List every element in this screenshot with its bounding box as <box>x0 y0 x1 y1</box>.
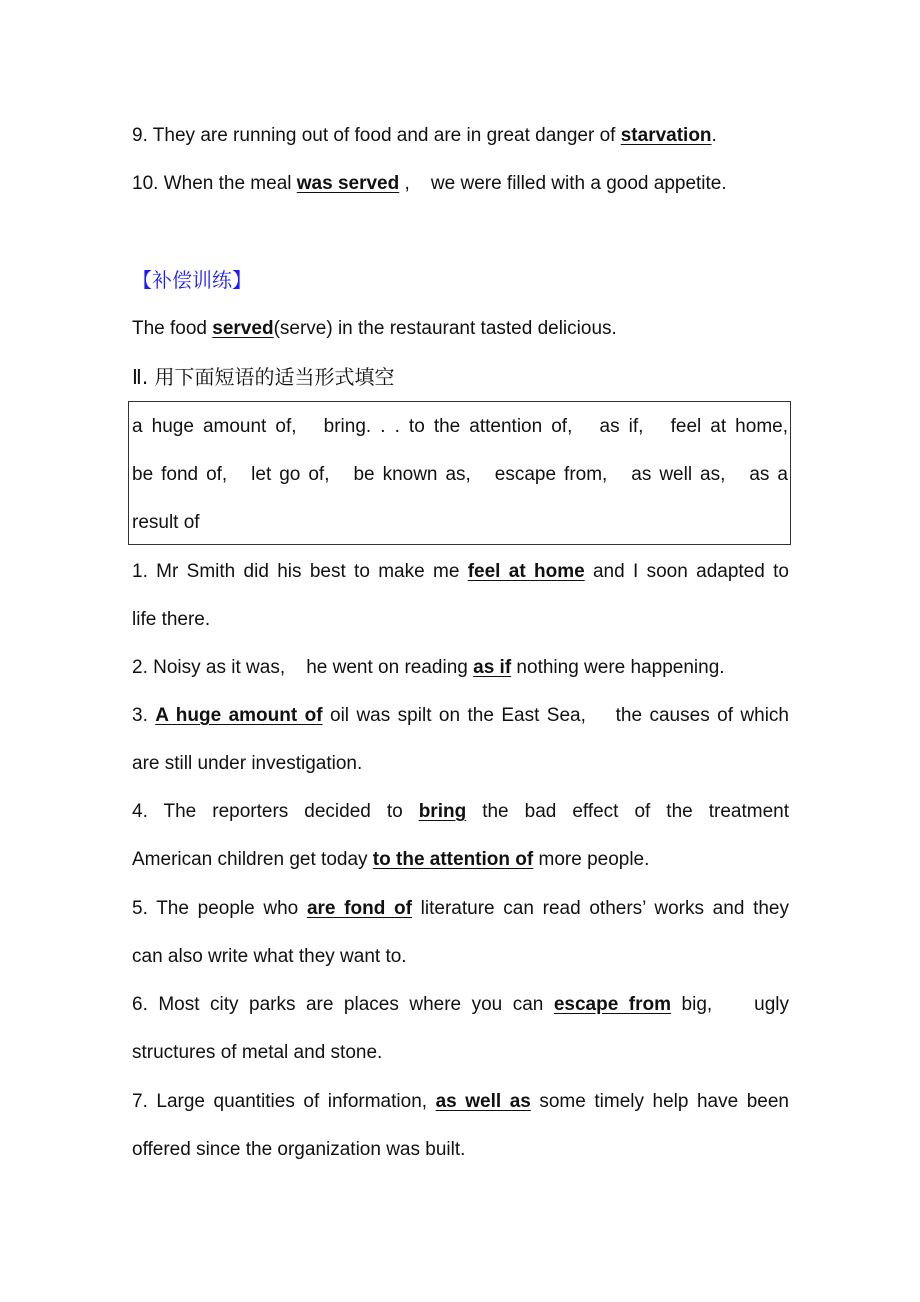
exercise-4-line-1 <box>132 800 789 824</box>
sentence-text: . <box>711 125 717 146</box>
item-10 <box>132 172 789 196</box>
sentence-text: 5. The people who <box>132 898 307 919</box>
answer-blank: feel at home <box>467 561 585 582</box>
exercise-5-line-1 <box>132 897 789 921</box>
sentence-text: The food <box>132 318 213 339</box>
answer-blank: served <box>212 318 274 339</box>
exercise-3-line-1 <box>132 704 789 728</box>
sentence-text: 6. Most city parks are places where you can <box>132 994 554 1015</box>
sentence-text: nothing were happening. <box>511 657 725 678</box>
exercise-7-line-2: offered since the organization was built. <box>132 1139 466 1160</box>
sentence-text: and I soon adapted to <box>584 561 789 582</box>
sentence-text: They are running out of food and are in great danger of <box>147 125 621 146</box>
supplement-title: 【补偿训练】 <box>132 268 252 292</box>
phrase-box <box>128 401 791 545</box>
answer-blank: starvation <box>620 125 712 146</box>
sentence-text: literature can read others’ works and they <box>411 898 789 919</box>
exercise-2-line-1 <box>132 656 789 680</box>
sentence-text: , we were filled with a good appetite. <box>399 173 727 194</box>
phrase-line: be fond of, let go of, be known as, escape from, as well as, as a <box>132 464 788 485</box>
answer-blank: as well as <box>435 1091 531 1112</box>
sentence-text: more people. <box>533 849 650 870</box>
supplement-sentence <box>132 317 789 341</box>
item-number: 10. <box>132 173 159 194</box>
sentence-text: oil was spilt on the East Sea, the causes of which <box>322 705 789 726</box>
exercise-6-line-1 <box>132 993 789 1017</box>
sentence-text: 3. <box>132 705 156 726</box>
answer-blank: A huge amount of <box>155 705 323 726</box>
answer-blank: to the attention of <box>372 849 534 870</box>
sentence-text: When the meal <box>158 173 297 194</box>
section-heading: Ⅱ. 用下面短语的适当形式填空 <box>132 365 395 389</box>
sentence-text: 7. Large quantities of information, <box>132 1091 436 1112</box>
sentence-text: (serve) in the restaurant tasted delicious. <box>273 318 617 339</box>
exercise-5-line-2: can also write what they want to. <box>132 946 407 967</box>
sentence-text: the bad effect of the treatment <box>466 801 789 822</box>
item-number: 9. <box>132 125 148 146</box>
exercise-1-line-2: life there. <box>132 609 211 630</box>
sentence-text: 4. The reporters decided to <box>132 801 419 822</box>
answer-blank: was served <box>296 173 400 194</box>
item-9 <box>132 124 789 148</box>
exercise-6-line-2: structures of metal and stone. <box>132 1042 383 1063</box>
phrase-line: result of <box>132 512 200 533</box>
answer-blank: bring <box>418 801 467 822</box>
exercise-1-line-1 <box>132 560 789 584</box>
exercise-3-line-2: are still under investigation. <box>132 753 363 774</box>
sentence-text: 1. Mr Smith did his best to make me <box>132 561 468 582</box>
sentence-text: big, ugly <box>671 994 790 1015</box>
answer-blank: are fond of <box>306 898 412 919</box>
sentence-text: some timely help have been <box>530 1091 789 1112</box>
phrase-line: a huge amount of, bring. . . to the attention of, as if, feel at home, <box>132 416 788 437</box>
sentence-text: 2. Noisy as it was, he went on reading <box>132 657 474 678</box>
exercise-7-line-1 <box>132 1090 789 1114</box>
answer-blank: as if <box>473 657 512 678</box>
answer-blank: escape from <box>553 994 672 1015</box>
exercise-4-line-2 <box>132 848 789 872</box>
sentence-text: American children get today <box>132 849 373 870</box>
